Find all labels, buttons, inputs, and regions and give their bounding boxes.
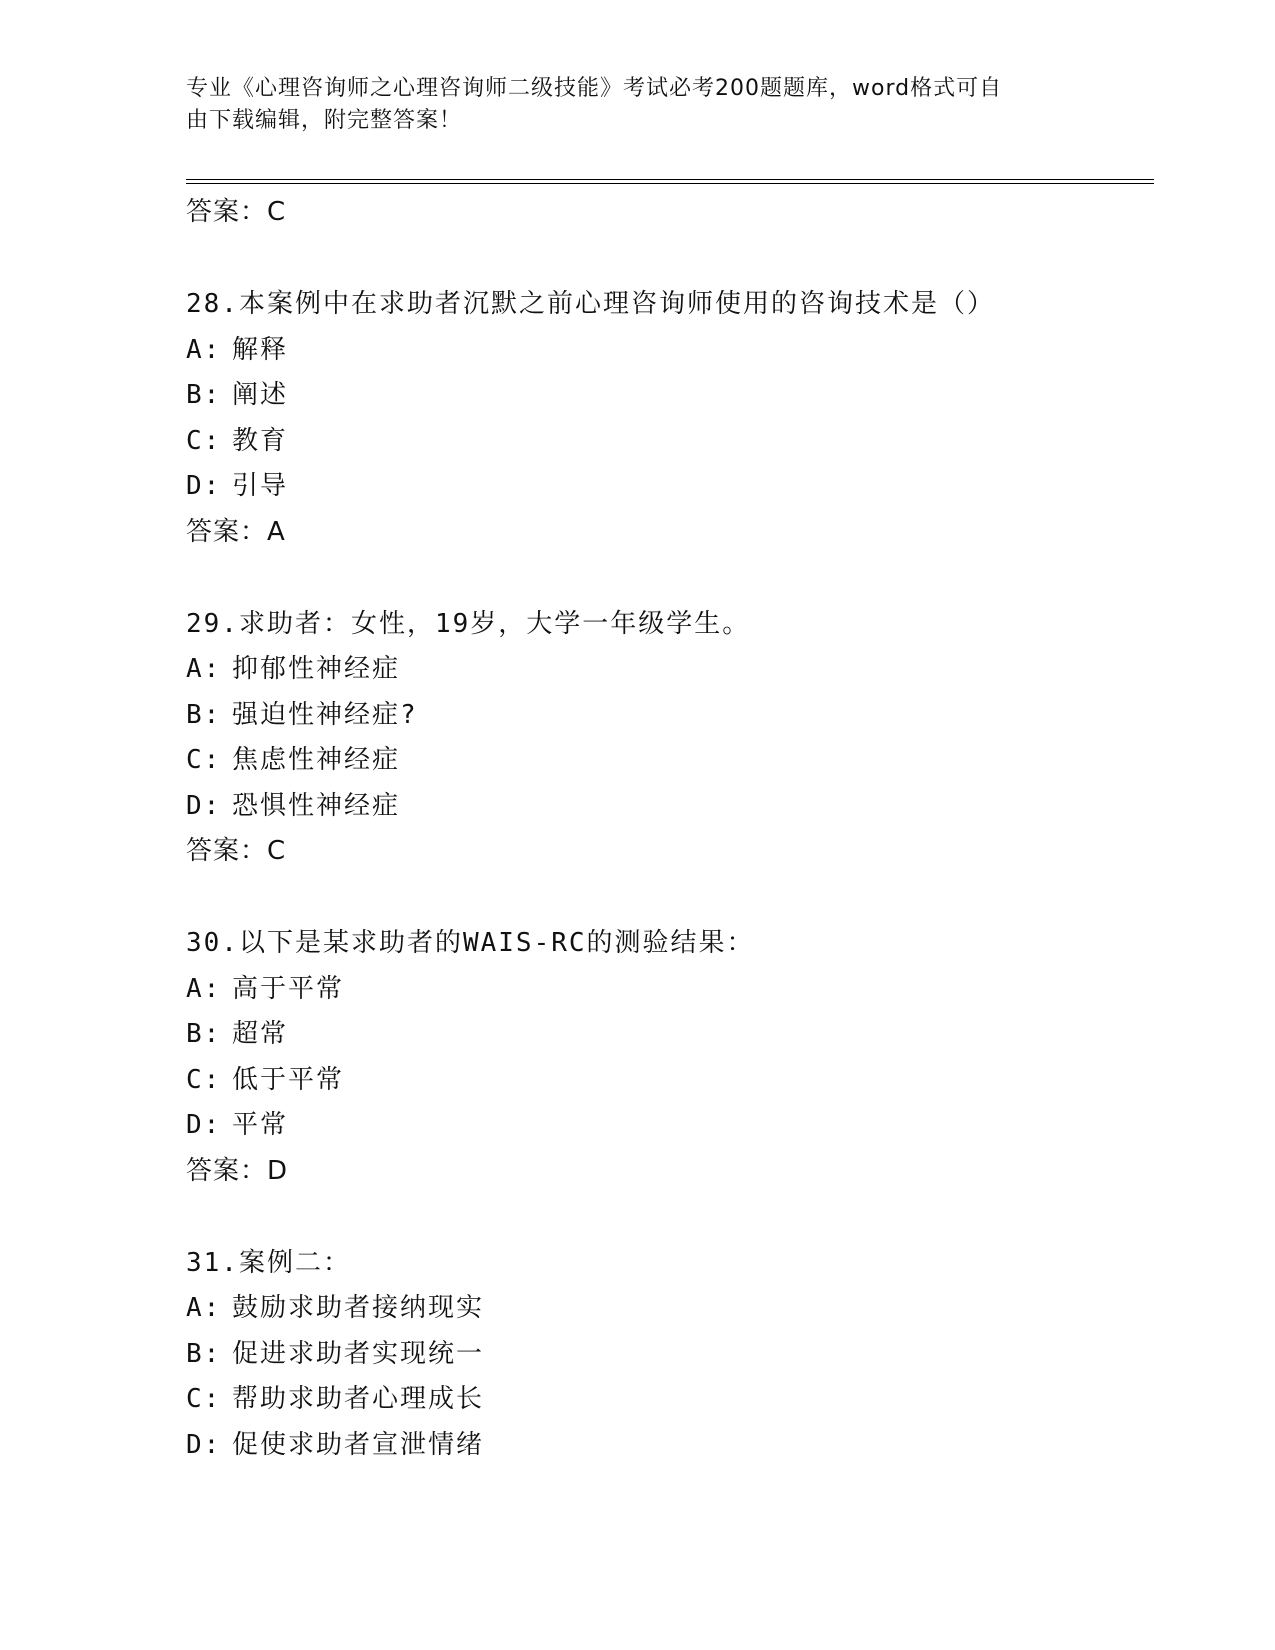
question-title: 29.求助者：女性，19岁，大学一年级学生。 <box>186 608 751 639</box>
option-text: 鼓励求助者接纳现实 <box>232 1293 485 1323</box>
option-label: C: <box>186 1064 222 1095</box>
option-text: 引导 <box>232 471 289 501</box>
question-28 <box>186 282 1154 554</box>
option-label: A: <box>186 973 222 1004</box>
question-30 <box>186 921 1154 1193</box>
header-line-1: 专业《心理咨询师之心理咨询师二级技能》考试必考200题题库，word格式可自 <box>186 76 1003 101</box>
option-label: C: <box>186 1384 222 1414</box>
option-label: D: <box>186 790 222 821</box>
option-text: 阐述 <box>232 380 289 410</box>
option-label: C: <box>186 425 222 456</box>
answer: 答案：D <box>186 1155 289 1186</box>
question-title: 30.以下是某求助者的WAIS-RC的测验结果： <box>186 928 755 958</box>
option-text: 平常 <box>232 1110 289 1140</box>
option-label: D: <box>186 471 222 501</box>
option-d <box>186 1103 1154 1149</box>
header-divider-bottom <box>186 183 1154 184</box>
option-label: B: <box>186 1338 222 1369</box>
option-text: 焦虑性神经症 <box>232 745 401 775</box>
question-29 <box>186 602 1154 874</box>
option-text: 低于平常 <box>232 1064 345 1095</box>
option-b <box>186 693 1154 739</box>
option-label: B: <box>186 380 222 410</box>
option-label: A: <box>186 654 222 684</box>
option-a <box>186 1286 1154 1332</box>
option-text: 高于平常 <box>232 973 345 1004</box>
option-c <box>186 419 1154 465</box>
previous-answer: 答案：C <box>186 197 287 227</box>
option-a <box>186 647 1154 693</box>
option-b <box>186 1012 1154 1058</box>
question-title: 31.案例二： <box>186 1247 351 1278</box>
option-b <box>186 1332 1154 1378</box>
option-d <box>186 1423 1154 1469</box>
document-header <box>186 73 1066 137</box>
option-label: C: <box>186 745 222 775</box>
option-b <box>186 373 1154 419</box>
header-divider-top <box>186 179 1154 180</box>
option-label: B: <box>186 1019 222 1049</box>
option-text: 恐惧性神经症 <box>232 790 401 821</box>
question-title: 28.本案例中在求助者沉默之前心理咨询师使用的咨询技术是（） <box>186 289 995 319</box>
option-c <box>186 1377 1154 1423</box>
answer: 答案：C <box>186 836 287 866</box>
option-text: 强迫性神经症? <box>232 699 418 730</box>
question-31 <box>186 1241 1154 1469</box>
option-d <box>186 464 1154 510</box>
option-text: 超常 <box>232 1019 289 1049</box>
option-a <box>186 328 1154 374</box>
option-label: A: <box>186 1293 222 1323</box>
answer: 答案：A <box>186 516 286 547</box>
option-c <box>186 1058 1154 1104</box>
option-label: A: <box>186 334 222 365</box>
header-line-2: 由下载编辑，附完整答案！ <box>186 108 463 133</box>
option-text: 促使求助者宣泄情绪 <box>232 1429 485 1460</box>
option-c <box>186 738 1154 784</box>
option-text: 解释 <box>232 334 289 365</box>
option-text: 抑郁性神经症 <box>232 654 401 684</box>
option-d <box>186 784 1154 830</box>
option-text: 促进求助者实现统一 <box>232 1338 485 1369</box>
option-a <box>186 967 1154 1013</box>
option-label: D: <box>186 1429 222 1460</box>
option-text: 帮助求助者心理成长 <box>232 1384 485 1414</box>
option-text: 教育 <box>232 425 289 456</box>
option-label: B: <box>186 699 222 730</box>
question-list <box>186 190 1154 1468</box>
option-label: D: <box>186 1110 222 1140</box>
